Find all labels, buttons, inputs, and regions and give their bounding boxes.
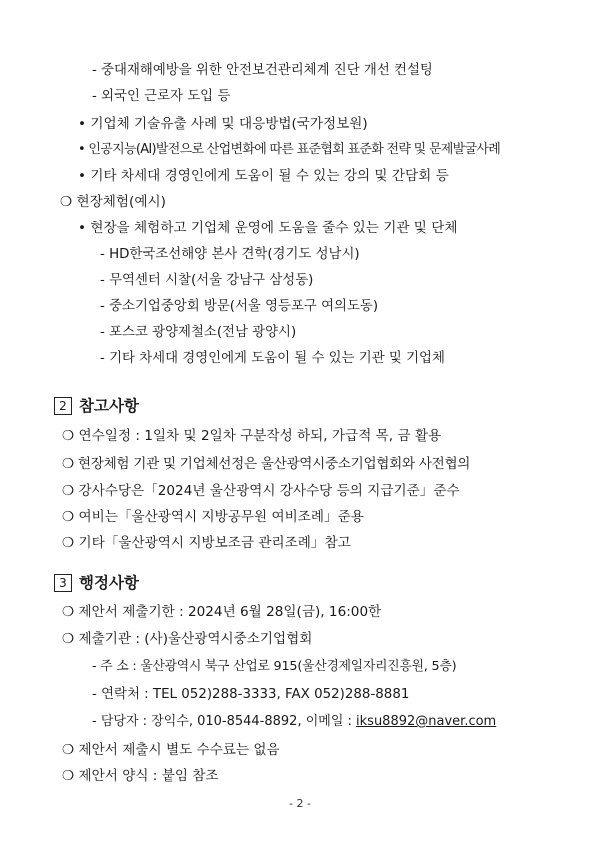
text-line: ❍ 제출기관 : (사)울산광역시중소기업협회 [62, 631, 313, 647]
text-line: ❍ 제안서 제출기한 : 2024년 6월 28일(금), 16:00한 [62, 604, 382, 620]
text-line: • 기업체 기술유출 사례 및 대응방법(국가정보원) [78, 116, 368, 132]
text-line: ❍ 연수일정 : 1일차 및 2일차 구분작성 하되, 가급적 목, 금 활용 [62, 428, 442, 444]
section-number-box: 3 [54, 574, 72, 592]
text-line: - HD한국조선해양 본사 견학(경기도 성남시) [100, 247, 360, 262]
section-number-box: 2 [54, 397, 72, 415]
text-line: • 현장을 체험하고 기업체 운영에 도움을 줄수 있는 기관 및 단체 [78, 220, 458, 236]
text-line: ❍ 여비는「울산광역시 지방공무원 여비조례」준용 [62, 509, 364, 525]
section-title: 참고사항 [79, 397, 139, 415]
text-line: - 포스코 광양제철소(전남 광양시) [100, 325, 297, 340]
text-line: ❍ 현장체험 기관 및 기업체선정은 울산광역시중소기업협회와 사전협의 [62, 456, 471, 472]
section-heading [54, 573, 139, 593]
text-line: - 무역센터 시찰(서울 강남구 삼성동) [100, 273, 314, 288]
text-line: ❍ 제안서 제출시 별도 수수료는 없음 [62, 742, 280, 758]
text-line: ❍ 제안서 양식 : 붙임 참조 [62, 768, 219, 784]
text-line: - 중소기업중앙회 방문(서울 영등포구 여의도동) [100, 299, 379, 314]
text-line: - 연락처 : TEL 052)288-3333, FAX 052)288-8881 [92, 687, 410, 702]
text-line [92, 713, 496, 731]
text-line: - 기타 차세대 경영인에게 도움이 될 수 있는 기관 및 기업체 [100, 351, 445, 366]
text-line: - 중대재해예방을 위한 안전보건관리체계 진단 개선 컨설팅 [92, 63, 433, 78]
text-line: - 주 소 : 울산광역시 북구 산업로 915(울산경제일자리진흥원, 5층) [92, 659, 457, 674]
text-line: ❍ 강사수당은「2024년 울산광역시 강사수당 등의 지급기준」준수 [62, 483, 460, 499]
text-line: ❍ 기타「울산광역시 지방보조금 관리조례」참고 [62, 535, 351, 551]
text-line: • 기타 차세대 경영인에게 도움이 될 수 있는 강의 및 간담회 등 [78, 168, 449, 184]
page-number: - 2 - [289, 797, 311, 810]
section-heading [54, 396, 139, 416]
manager-label: - 담당자 : 장익수, 010-8544-8892, 이메일 : [92, 714, 357, 729]
text-line: - 외국인 근로자 도입 등 [92, 89, 231, 104]
text-line: • 인공지능(AI)발전으로 산업변화에 따른 표준협회 표준화 전략 및 문제발굴사례 [78, 142, 501, 157]
section-title: 행정사항 [79, 574, 139, 592]
text-line: ❍ 현장체험(예시) [60, 194, 166, 210]
email-link[interactable]: iksu8892@naver.com [356, 714, 497, 729]
